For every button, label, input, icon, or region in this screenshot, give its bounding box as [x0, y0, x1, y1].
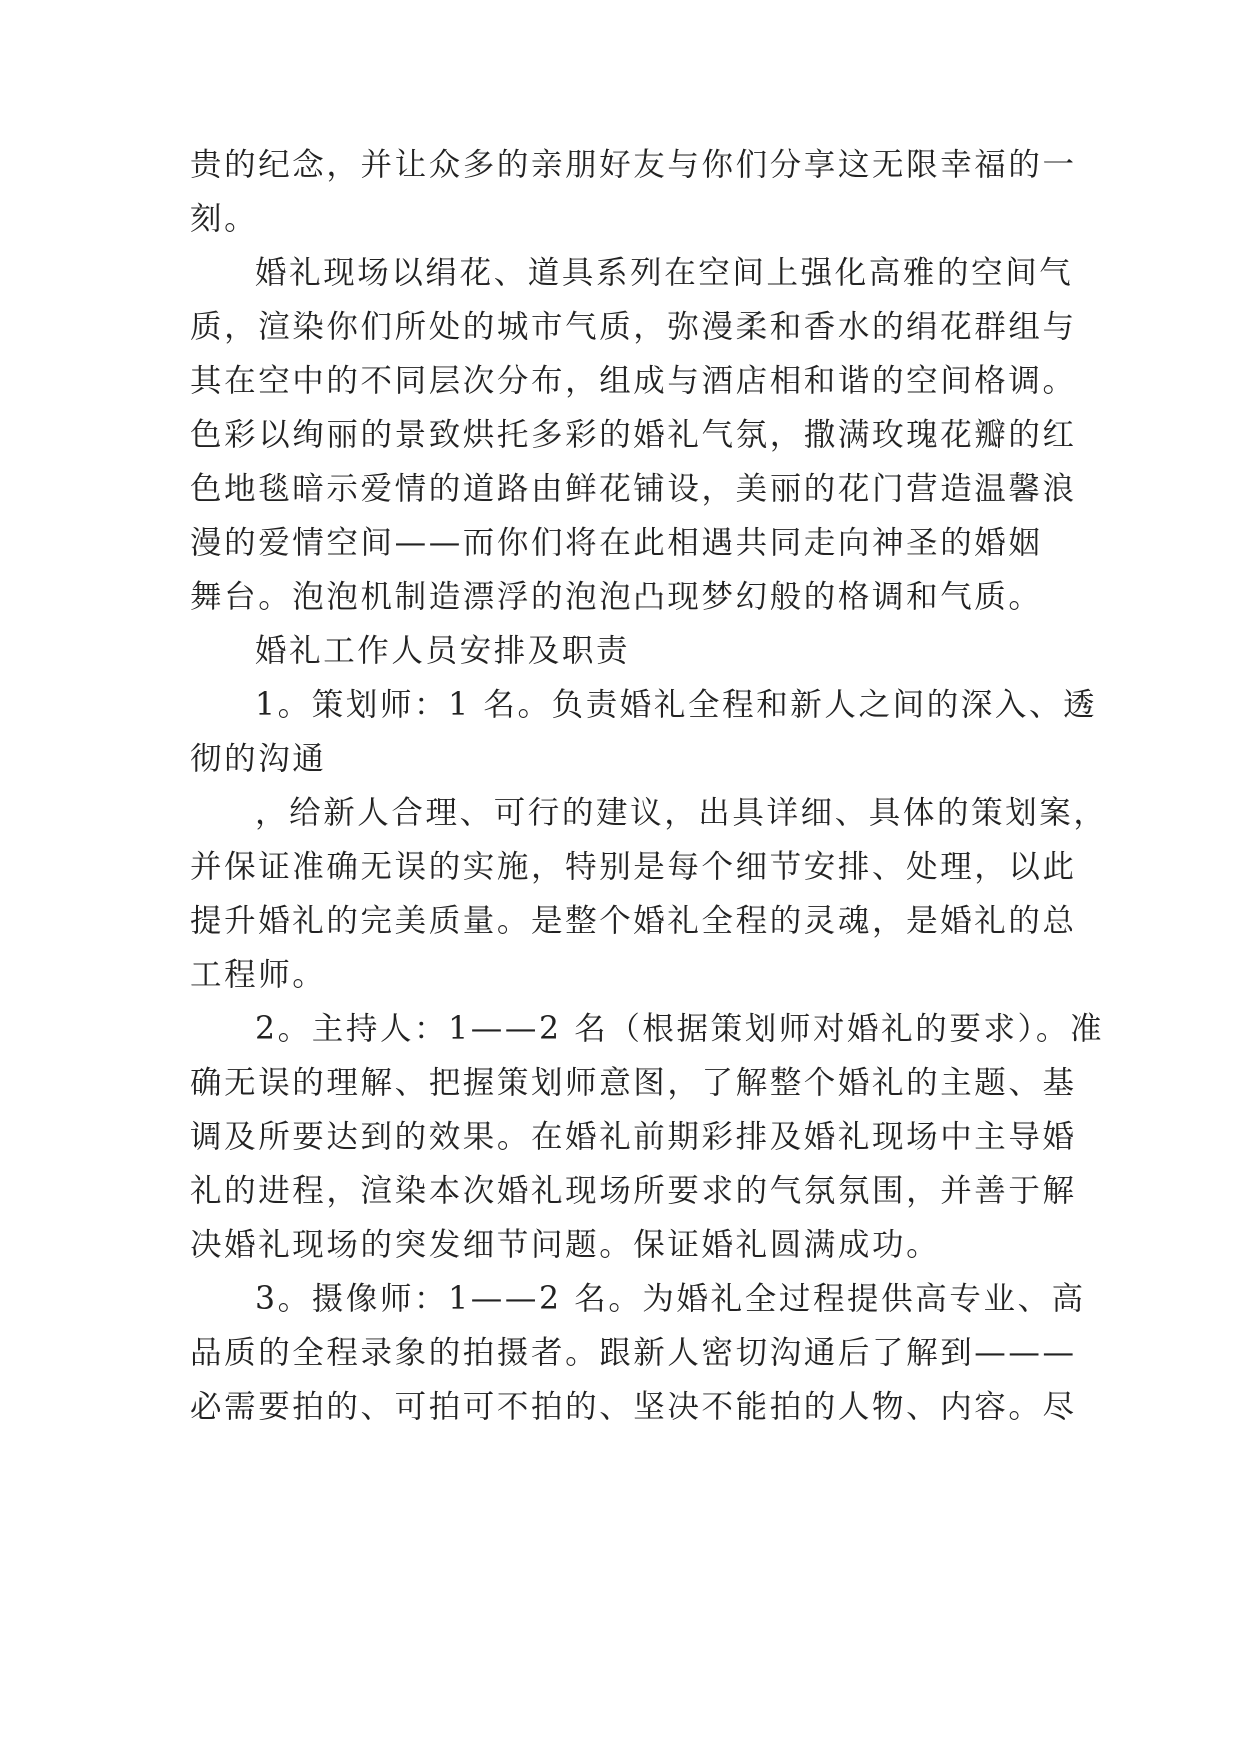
paragraph-start-line: 1。策划师：1 名。负责婚礼全程和新人之间的深入、透	[255, 687, 1098, 723]
text-line: ，给新人合理、可行的建议，出具详细、具体的策划案，	[255, 795, 1108, 831]
text-line: 质，渲染你们所处的城市气质，弥漫柔和香水的绢花群组与	[190, 309, 1077, 345]
text-line: 刻。	[190, 201, 259, 237]
text-line: 漫的爱情空间——而你们将在此相遇共同走向神圣的婚姻	[190, 525, 1043, 561]
paragraph-start-line: 2。主持人：1——2 名（根据策划师对婚礼的要求）。准	[255, 1011, 1105, 1047]
text-line: 其在空中的不同层次分布，组成与酒店相和谐的空间格调。	[190, 363, 1077, 399]
text-line: 确无误的理解、把握策划师意图，了解整个婚礼的主题、基	[190, 1065, 1077, 1101]
paragraph-start-line: 婚礼现场以绢花、道具系列在空间上强化高雅的空间气	[255, 255, 1074, 291]
text-line: 品质的全程录象的拍摄者。跟新人密切沟通后了解到———	[190, 1335, 1077, 1371]
text-line: 调及所要达到的效果。在婚礼前期彩排及婚礼现场中主导婚	[190, 1119, 1077, 1155]
text-line: 彻的沟通	[190, 741, 327, 777]
text-line: 必需要拍的、可拍可不拍的、坚决不能拍的人物、内容。尽	[190, 1389, 1077, 1425]
text-line: 决婚礼现场的突发细节问题。保证婚礼圆满成功。	[190, 1227, 941, 1263]
text-line: 色彩以绚丽的景致烘托多彩的婚礼气氛，撒满玫瑰花瓣的红	[190, 417, 1077, 453]
text-line: 舞台。泡泡机制造漂浮的泡泡凸现梦幻般的格调和气质。	[190, 579, 1043, 615]
text-line: 贵的纪念，并让众多的亲朋好友与你们分享这无限幸福的一	[190, 147, 1077, 183]
paragraph-start-line: 3。摄像师：1——2 名。为婚礼全过程提供高专业、高	[255, 1281, 1086, 1317]
text-line: 色地毯暗示爱情的道路由鲜花铺设，美丽的花门营造温馨浪	[190, 471, 1077, 507]
text-line: 并保证准确无误的实施，特别是每个细节安排、处理，以此	[190, 849, 1077, 885]
text-line: 礼的进程，渲染本次婚礼现场所要求的气氛氛围，并善于解	[190, 1173, 1077, 1209]
section-heading: 婚礼工作人员安排及职责	[255, 633, 631, 669]
text-line: 提升婚礼的完美质量。是整个婚礼全程的灵魂，是婚礼的总	[190, 903, 1077, 939]
text-line: 工程师。	[190, 957, 327, 993]
